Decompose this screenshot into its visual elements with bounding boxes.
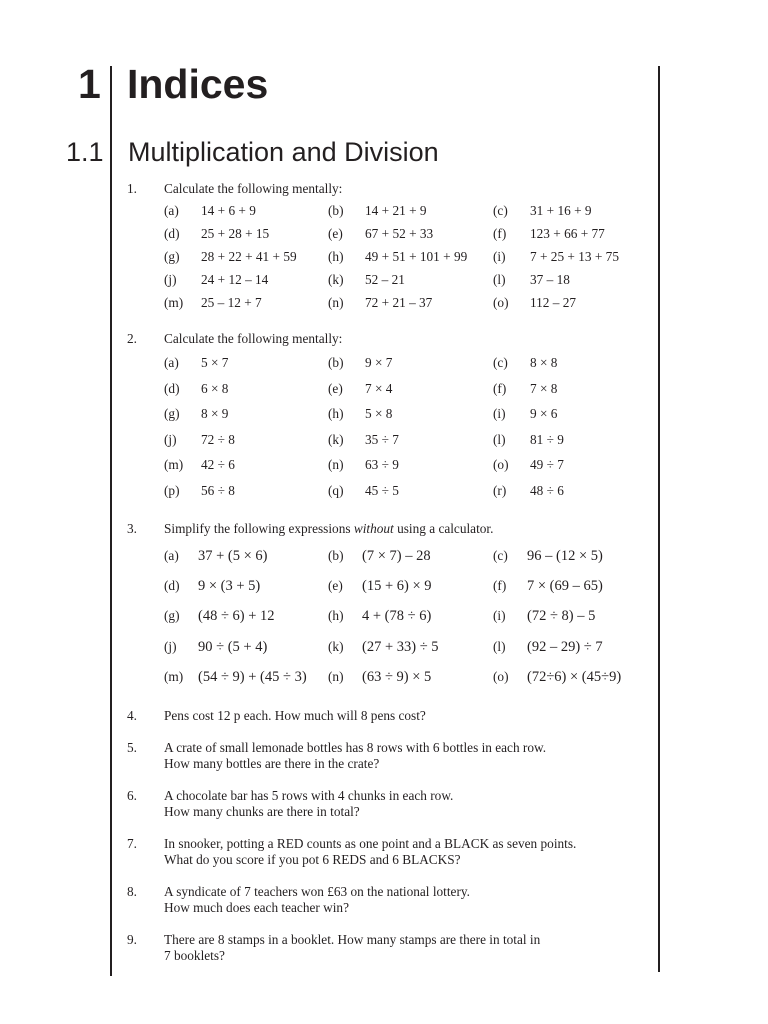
part-expression: 8 × 8 [530,355,558,370]
question-3-parts [164,548,654,699]
part-row [164,669,654,699]
part-expression: 8 × 9 [201,406,229,422]
part-label: (j) [164,431,177,447]
part-label: (e) [328,226,343,241]
question-text: Calculate the following mentally: [164,331,343,346]
question-number: 2. [127,331,137,346]
part-expression: 9 × 6 [530,406,558,422]
part-label: (c) [493,548,508,563]
part-expression: 123 + 66 + 77 [530,226,605,241]
part-label: (o) [493,295,509,310]
question-number: 7. [127,836,137,851]
part-expression: 5 × 8 [365,406,393,422]
part-expression: 24 + 12 – 14 [201,272,269,287]
part-expression: 81 ÷ 9 [530,431,564,447]
part-row [164,608,654,638]
part-expression: (7 × 7) – 28 [362,548,431,564]
part-label: (n) [328,457,344,473]
part-label: (i) [493,249,506,264]
part-label: (n) [328,668,344,684]
part-expression: 45 ÷ 5 [365,482,399,498]
part-expression: 49 ÷ 7 [530,457,564,473]
part-expression: 25 – 12 + 7 [201,295,262,310]
part-row [164,272,654,295]
part-label: (e) [328,380,343,396]
part-expression: 31 + 16 + 9 [530,203,592,218]
part-expression: 4 + (78 ÷ 6) [362,608,432,625]
part-label: (f) [493,578,507,594]
part-expression: (15 + 6) × 9 [362,578,432,595]
question-line: 7 booklets? [164,948,225,963]
part-expression: 5 × 7 [201,355,229,370]
part-row [164,457,654,483]
part-label: (g) [164,406,180,422]
part-label: (d) [164,226,180,241]
part-label: (l) [493,431,506,447]
question-number: 5. [127,740,137,755]
part-expression: 42 ÷ 6 [201,457,235,473]
part-label: (e) [328,578,343,594]
part-label: (q) [328,482,344,498]
part-label: (g) [164,249,180,264]
part-expression: 7 × 4 [365,380,393,396]
part-row [164,355,654,381]
part-label: (c) [493,355,508,370]
part-label: (l) [493,638,506,654]
question-number: 6. [127,788,137,803]
part-label: (m) [164,668,184,684]
part-expression: 9 × 7 [365,355,393,370]
part-expression: 35 ÷ 7 [365,431,399,447]
part-row [164,226,654,249]
part-label: (h) [328,608,344,624]
part-expression: 48 ÷ 6 [530,482,564,498]
question-1-parts [164,203,654,318]
part-expression: (63 ÷ 9) × 5 [362,668,432,685]
part-expression: (72÷6) × (45÷9) [527,668,622,685]
part-expression: 7 × (69 – 65) [527,578,603,595]
question-number: 1. [127,181,137,196]
part-label: (h) [328,406,344,422]
part-expression: 7 + 25 + 13 + 75 [530,249,619,264]
part-label: (k) [328,272,344,287]
part-expression: 28 + 22 + 41 + 59 [201,249,297,264]
question-line: How many bottles are there in the crate? [164,756,380,771]
part-label: (b) [328,548,344,563]
part-label: (o) [493,457,509,473]
question-line: A syndicate of 7 teachers won £63 on the national lottery. [164,884,470,899]
part-expression: 63 ÷ 9 [365,457,399,473]
part-row [164,483,654,509]
part-label: (g) [164,608,180,624]
part-row [164,406,654,432]
question-line: How many chunks are there in total? [164,804,360,819]
question-number: 8. [127,884,137,899]
part-expression: 7 × 8 [530,380,558,396]
part-expression: 37 + (5 × 6) [198,548,268,564]
part-expression: 25 + 28 + 15 [201,226,270,241]
part-expression: 67 + 52 + 33 [365,226,434,241]
part-label: (f) [493,226,507,241]
question-number: 9. [127,932,137,947]
section-number: 1.1 [66,137,104,167]
section-title: Multiplication and Division [128,137,439,167]
question-number: 3. [127,521,137,536]
part-label: (k) [328,638,344,654]
part-label: (a) [164,548,179,563]
question-line: There are 8 stamps in a booklet. How many stamps are there in total in [164,932,541,947]
part-expression: 6 × 8 [201,380,229,396]
left-margin-rule [110,66,112,976]
question-number: 4. [127,708,137,723]
part-label: (o) [493,668,509,684]
question-text: Calculate the following mentally: [164,181,343,196]
part-expression: 52 – 21 [365,272,405,287]
question-line: How much does each teacher win? [164,900,349,915]
part-row [164,639,654,669]
part-label: (j) [164,272,177,287]
part-expression: 14 + 21 + 9 [365,203,427,218]
part-expression: 72 + 21 – 37 [365,295,433,310]
part-label: (j) [164,638,177,654]
part-expression: 37 – 18 [530,272,570,287]
part-row [164,295,654,318]
part-expression: 90 ÷ (5 + 4) [198,638,268,655]
chapter-number: 1 [78,61,101,107]
part-expression: (72 ÷ 8) – 5 [527,608,596,625]
question-line: Pens cost 12 p each. How much will 8 pens cost? [164,708,426,723]
part-row [164,432,654,458]
part-expression: 9 × (3 + 5) [198,578,261,595]
part-label: (a) [164,203,179,218]
part-label: (f) [493,380,507,396]
chapter-title: Indices [127,61,269,107]
part-expression: 56 ÷ 8 [201,482,235,498]
emphasis-text: without [353,521,394,536]
part-label: (i) [493,406,506,422]
part-label: (r) [493,482,507,498]
part-label: (c) [493,203,508,218]
part-expression: 96 – (12 × 5) [527,548,603,564]
part-expression: (27 + 33) ÷ 5 [362,638,439,655]
part-row [164,381,654,407]
part-label: (a) [164,355,179,370]
part-row [164,578,654,608]
part-label: (m) [164,457,184,473]
part-row [164,203,654,226]
question-text: Simplify the following expressions without using a calculator. [164,521,494,536]
part-label: (m) [164,295,184,310]
part-expression: 72 ÷ 8 [201,431,235,447]
part-label: (n) [328,295,344,310]
part-expression: 49 + 51 + 101 + 99 [365,249,468,264]
part-expression: 14 + 6 + 9 [201,203,256,218]
part-expression: (92 – 29) ÷ 7 [527,638,603,655]
part-label: (d) [164,578,180,594]
question-line: What do you score if you pot 6 REDS and 6 BLACKS? [164,852,461,867]
question-2-parts [164,355,654,509]
part-expression: 112 – 27 [530,295,577,310]
part-row [164,548,654,578]
part-expression: (48 ÷ 6) + 12 [198,608,275,625]
part-expression: (54 ÷ 9) + (45 ÷ 3) [198,668,307,685]
part-label: (b) [328,203,344,218]
part-label: (p) [164,482,180,498]
part-label: (k) [328,431,344,447]
part-label: (d) [164,380,180,396]
part-label: (l) [493,272,506,287]
question-line: In snooker, potting a RED counts as one point and a BLACK as seven points. [164,836,577,851]
part-label: (b) [328,355,344,370]
part-row [164,249,654,272]
part-label: (i) [493,608,506,624]
right-margin-rule [658,66,660,972]
question-line: A crate of small lemonade bottles has 8 rows with 6 bottles in each row. [164,740,547,755]
part-label: (h) [328,249,344,264]
question-line: A chocolate bar has 5 rows with 4 chunks in each row. [164,788,454,803]
